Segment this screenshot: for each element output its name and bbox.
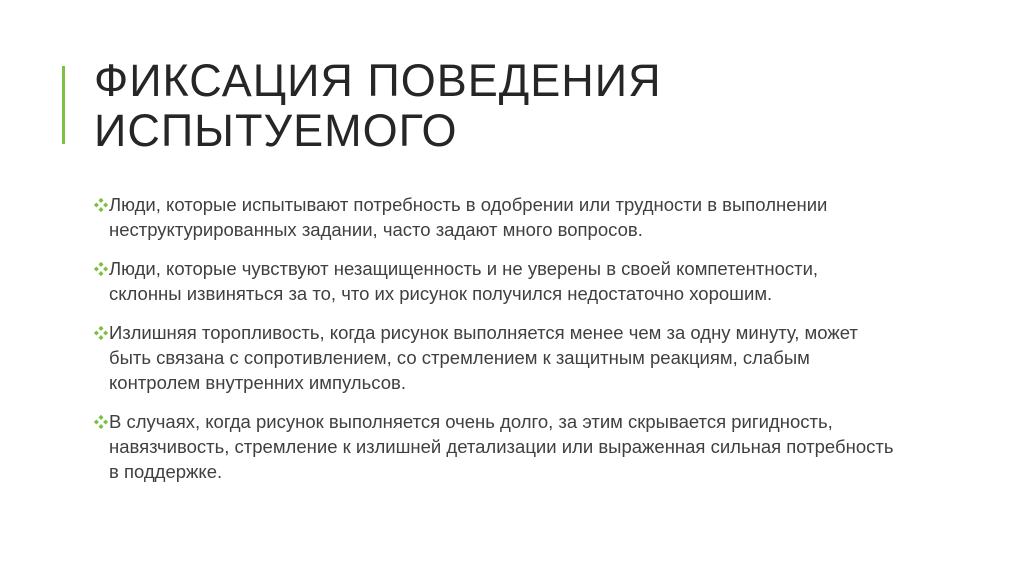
bullet-text: Излишняя торопливость, когда рисунок выполняется менее чем за одну минуту, может быть связана с сопротивлением, со стремлением к защитным реакциям, слабым контролем внутренних импульсов. bbox=[109, 322, 858, 393]
slide-title bbox=[94, 56, 954, 156]
bullet-item bbox=[94, 409, 894, 484]
bullet-list bbox=[94, 192, 894, 498]
title-accent-bar bbox=[62, 66, 65, 144]
diamond-bullet-icon bbox=[94, 326, 108, 340]
slide-title-line-2: ИСПЫТУЕМОГО bbox=[94, 105, 458, 156]
diamond-bullet-icon bbox=[94, 415, 108, 429]
bullet-item bbox=[94, 256, 894, 306]
slide-title-line-1: ФИКСАЦИЯ ПОВЕДЕНИЯ bbox=[94, 55, 662, 106]
diamond-bullet-icon bbox=[94, 262, 108, 276]
bullet-item bbox=[94, 320, 894, 395]
bullet-text: В случаях, когда рисунок выполняется очень долго, за этим скрывается ригидность, навязчивость, стремление к излишней детализации или выраженная сильная потребность в поддержке. bbox=[109, 411, 894, 482]
diamond-bullet-icon bbox=[94, 198, 108, 212]
bullet-text: Люди, которые испытывают потребность в одобрении или трудности в выполнении неструктурированных задании, часто задают много вопросов. bbox=[109, 194, 828, 240]
bullet-text: Люди, которые чувствуют незащищенность и не уверены в своей компетентности, склонны извиняться за то, что их рисунок получился недостаточно хорошим. bbox=[109, 258, 819, 304]
bullet-item bbox=[94, 192, 894, 242]
